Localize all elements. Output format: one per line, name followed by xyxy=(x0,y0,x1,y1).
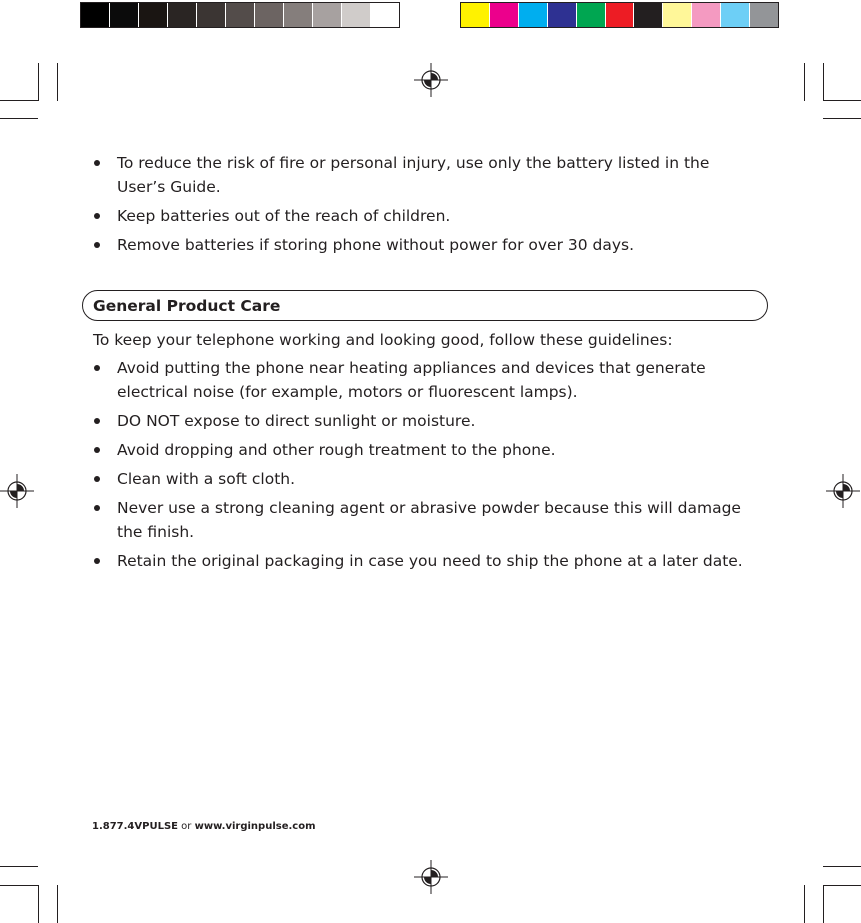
gray-swatch-5 xyxy=(226,3,255,27)
list-item-text: To reduce the risk of fire or personal injury, use only the battery listed in the User’s Guide. xyxy=(117,154,710,196)
color-swatch-8 xyxy=(692,3,721,27)
list-item-text: Keep batteries out of the reach of children. xyxy=(117,207,451,225)
bullet-icon xyxy=(94,505,100,511)
gray-swatch-3 xyxy=(168,3,197,27)
section-title: General Product Care xyxy=(93,297,281,315)
color-swatch-7 xyxy=(663,3,692,27)
registration-mark-icon xyxy=(414,860,448,894)
list-item xyxy=(92,233,752,257)
list-item xyxy=(92,204,752,228)
gray-calibration-bar xyxy=(80,2,400,28)
list-item-text: Avoid putting the phone near heating appliances and devices that generate electrical noise (for example, motors or fluorescent lamps). xyxy=(117,359,706,401)
list-item xyxy=(92,356,752,404)
list-item-text: Avoid dropping and other rough treatment to the phone. xyxy=(117,441,556,459)
registration-mark-icon xyxy=(0,474,34,508)
footer-connector: or xyxy=(181,821,192,832)
list-item-text: Never use a strong cleaning agent or abrasive powder because this will damage the finish. xyxy=(117,499,741,541)
footer-url: www.virginpulse.com xyxy=(194,821,316,832)
color-swatch-3 xyxy=(548,3,577,27)
footer-phone: 1.877.4VPULSE xyxy=(92,821,178,832)
product-care-list xyxy=(92,356,752,578)
color-swatch-1 xyxy=(490,3,519,27)
registration-mark-icon xyxy=(414,63,448,97)
bullet-icon xyxy=(94,418,100,424)
gray-swatch-9 xyxy=(342,3,371,27)
bullet-icon xyxy=(94,242,100,248)
bullet-icon xyxy=(94,447,100,453)
color-swatch-2 xyxy=(519,3,548,27)
bullet-icon xyxy=(94,213,100,219)
footer-contact xyxy=(92,820,316,834)
gray-swatch-4 xyxy=(197,3,226,27)
list-item xyxy=(92,496,752,544)
list-item xyxy=(92,549,752,573)
list-item xyxy=(92,438,752,462)
list-item-text: Remove batteries if storing phone without power for over 30 days. xyxy=(117,236,635,254)
list-item-text: DO NOT expose to direct sunlight or moisture. xyxy=(117,412,476,430)
color-calibration-bar xyxy=(460,2,779,28)
gray-swatch-7 xyxy=(284,3,313,27)
gray-swatch-10 xyxy=(371,3,399,27)
section-intro: To keep your telephone working and looking good, follow these guidelines: xyxy=(93,331,673,349)
gray-swatch-6 xyxy=(255,3,284,27)
list-item-text: Clean with a soft cloth. xyxy=(117,470,296,488)
list-item xyxy=(92,151,752,199)
gray-swatch-1 xyxy=(110,3,139,27)
battery-safety-list xyxy=(92,151,752,262)
color-swatch-6 xyxy=(634,3,663,27)
bullet-icon xyxy=(94,160,100,166)
color-swatch-10 xyxy=(750,3,778,27)
color-swatch-5 xyxy=(606,3,635,27)
bullet-icon xyxy=(94,365,100,371)
list-item xyxy=(92,467,752,491)
gray-swatch-2 xyxy=(139,3,168,27)
section-header xyxy=(82,290,768,321)
list-item-text: Retain the original packaging in case you need to ship the phone at a later date. xyxy=(117,552,743,570)
color-swatch-9 xyxy=(721,3,750,27)
color-swatch-4 xyxy=(577,3,606,27)
bullet-icon xyxy=(94,558,100,564)
gray-swatch-8 xyxy=(313,3,342,27)
bullet-icon xyxy=(94,476,100,482)
gray-swatch-0 xyxy=(81,3,110,27)
list-item xyxy=(92,409,752,433)
color-swatch-0 xyxy=(461,3,490,27)
registration-mark-icon xyxy=(826,474,860,508)
